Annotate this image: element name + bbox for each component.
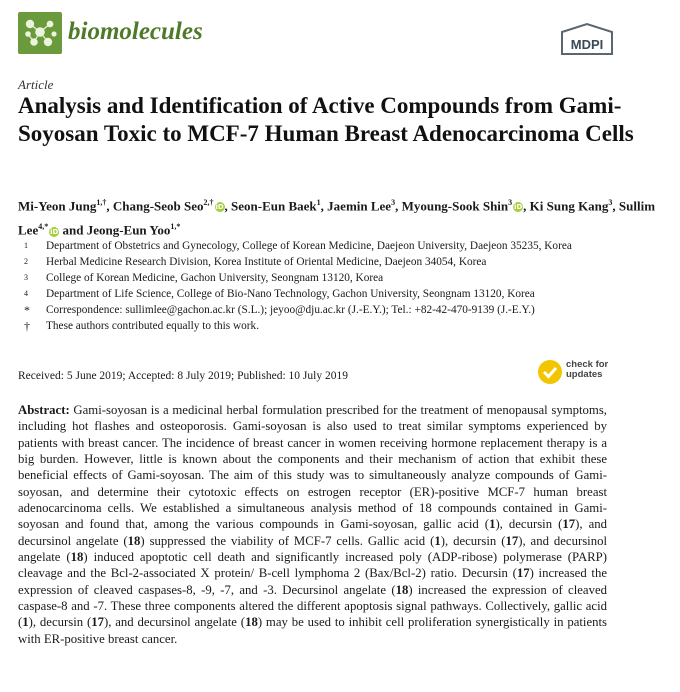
author-list bbox=[18, 192, 658, 241]
affiliation-text: Department of Life Science, College of Bio-Nano Technology, Gachon University, Seongnam 13120, Korea bbox=[46, 288, 535, 300]
author-name[interactable]: Myoung-Sook Shin bbox=[401, 198, 509, 214]
affiliation-text: Correspondence: sullimlee@gachon.ac.kr (S.L.); jeyoo@dju.ac.kr (J.-E.Y.); Tel.: +82-42-470-9139 (J.-E.Y.) bbox=[46, 304, 535, 316]
author-separator: , bbox=[523, 198, 530, 214]
affiliation-text: College of Korean Medicine, Gachon University, Seongnam 13120, Korea bbox=[46, 272, 384, 284]
author-affiliation-mark: 1,† bbox=[96, 198, 107, 207]
compound-number: 18 bbox=[395, 582, 409, 597]
article-title: Analysis and Identification of Active Compounds from Gami-Soyosan Toxic to MCF-7 Human Breast Adenocarcinoma Cells bbox=[18, 93, 634, 146]
author-name[interactable]: Seon-Eun Baek bbox=[231, 198, 317, 214]
affiliation-mark: † bbox=[24, 319, 30, 333]
affiliation-text: Department of Obstetrics and Gynecology, College of Korean Medicine, Daejeon University, Daejeon 35235, Korea bbox=[46, 240, 572, 252]
author-name[interactable]: Ki Sung Kang bbox=[529, 198, 609, 214]
affiliation-text: Herbal Medicine Research Division, Korea Institute of Oriental Medicine, Daejeon 34054, Korea bbox=[46, 256, 487, 268]
author-name[interactable]: Sullim Lee bbox=[18, 198, 656, 238]
article-type: Article bbox=[18, 77, 54, 92]
affiliation-item bbox=[18, 318, 658, 334]
orcid-icon[interactable]: iD bbox=[50, 227, 59, 236]
abstract-text: ), and decursinol angelate ( bbox=[103, 615, 246, 630]
author-affiliation-mark: 4,* bbox=[38, 222, 49, 232]
compound-number: 18 bbox=[70, 550, 84, 565]
abstract-text: ), decursin ( bbox=[28, 615, 92, 630]
abstract-text: ), decursin ( bbox=[495, 517, 563, 532]
publisher-name: MDPI bbox=[570, 37, 604, 52]
affiliation-mark: 4 bbox=[24, 289, 28, 298]
author-separator: , bbox=[395, 198, 402, 214]
author-separator: , bbox=[106, 198, 113, 214]
author-name[interactable]: Jaemin Lee bbox=[327, 198, 392, 214]
author-name[interactable]: Jeong-Eun Yoo bbox=[86, 222, 171, 238]
affiliation-item bbox=[18, 302, 658, 318]
abstract-text: Gami-soyosan is a medicinal herbal formulation prescribed for the treatment of menopausal symptoms, including hot flashes and osteoporosis. Gami-soyosan is also used to treat similar symptoms experienced by patients with breast cancer. The incidence of breast cancer in women receiving hormone replacement therapy is a big burden. However, little is known about the components and their mechanism of action that exhibit these beneficial effects of Gami-soyosan. The aim of this study was to simultaneously analyze compounds of Gami-soyosan, and determine their cytotoxic effects on estrogen receptor (ER)-positive MCF-7 human breast adenocarcinoma cells. We established a simultaneous analysis method of 18 compounds contained in Gami-soyosan and found that, among the various compounds in Gami-soyosan, gallic acid ( bbox=[18, 403, 607, 532]
compound-number: 18 bbox=[127, 533, 141, 548]
author-affiliation-mark: 1,* bbox=[170, 222, 181, 232]
affiliations bbox=[18, 238, 658, 334]
check-updates-line1: check for bbox=[566, 359, 609, 370]
abstract bbox=[18, 402, 607, 647]
journal-header bbox=[18, 12, 664, 58]
affiliation-mark: * bbox=[24, 303, 30, 317]
check-updates-line2: updates bbox=[566, 369, 603, 380]
author-name[interactable]: Mi-Yeon Jung bbox=[18, 198, 97, 214]
orcid-icon[interactable]: iD bbox=[514, 203, 523, 212]
abstract-text: ) may be used to inhibit cell proliferation synergistically in patients with ER-positive breast cancer. bbox=[18, 615, 608, 646]
journal-name: biomolecules bbox=[68, 18, 203, 45]
publication-dates: Received: 5 June 2019; Accepted: 8 July 2019; Published: 10 July 2019 bbox=[18, 370, 348, 382]
compound-number: 18 bbox=[245, 615, 258, 630]
check-for-updates-button[interactable] bbox=[538, 358, 638, 386]
abstract-text: ) suppressed the viability of MCF-7 cells. Gallic acid ( bbox=[140, 533, 435, 548]
abstract-text: ) increased the expression of cleaved caspase-8 and -7. These three components altered the different apoptosis signal pathways. Collectively, gallic acid ( bbox=[18, 582, 607, 630]
abstract-text: ), and decursinol angelate ( bbox=[18, 533, 607, 565]
affiliation-text: These authors contributed equally to this work. bbox=[46, 320, 260, 332]
orcid-icon[interactable]: iD bbox=[215, 203, 224, 212]
check-updates-icon bbox=[538, 360, 562, 384]
journal-logo-icon bbox=[18, 12, 62, 54]
author-separator: , bbox=[224, 198, 232, 214]
abstract-label: Abstract: bbox=[18, 403, 70, 417]
author-affiliation-mark: 2,† bbox=[203, 198, 214, 207]
compound-number: 17 bbox=[505, 533, 519, 548]
author-separator: , bbox=[320, 198, 328, 214]
author-affiliation-mark: 3 bbox=[508, 198, 513, 207]
author-affiliation-mark: 3 bbox=[391, 198, 396, 207]
affiliation-item bbox=[18, 254, 658, 270]
abstract-text: ) increased the expression of cleaved caspases-8, -9, -7, and -3. Decursinol angelate ( bbox=[18, 566, 607, 597]
compound-number: 1 bbox=[434, 533, 441, 548]
affiliation-mark: 3 bbox=[24, 273, 28, 282]
author-separator: and bbox=[59, 222, 87, 238]
affiliation-mark: 1 bbox=[24, 241, 28, 250]
compound-number: 1 bbox=[22, 615, 29, 630]
abstract-text: ), and decursinol angelate ( bbox=[18, 517, 607, 548]
author-affiliation-mark: 1 bbox=[316, 198, 321, 207]
compound-number: 17 bbox=[516, 566, 530, 581]
compound-number: 1 bbox=[489, 517, 496, 532]
affiliation-item bbox=[18, 270, 658, 286]
affiliation-item bbox=[18, 286, 658, 302]
affiliation-mark: 2 bbox=[24, 257, 28, 266]
author-separator: , bbox=[612, 198, 619, 214]
abstract-text: ) induced apoptotic cell death and significantly increased poly (ADP-ribose) polymerase (PARP) cleavage and the Bcl-2-associated X protein/ B-cell lymphoma 2 (Bax/Bcl-2) ratio. Decursin ( bbox=[18, 550, 608, 581]
compound-number: 17 bbox=[91, 615, 104, 630]
mdpi-logo bbox=[558, 22, 616, 56]
author-name[interactable]: Chang-Seob Seo bbox=[112, 198, 204, 214]
affiliation-item bbox=[18, 238, 658, 254]
compound-number: 17 bbox=[562, 517, 576, 532]
author-affiliation-mark: 3 bbox=[608, 198, 613, 207]
abstract-text: ), decursin ( bbox=[440, 533, 506, 548]
